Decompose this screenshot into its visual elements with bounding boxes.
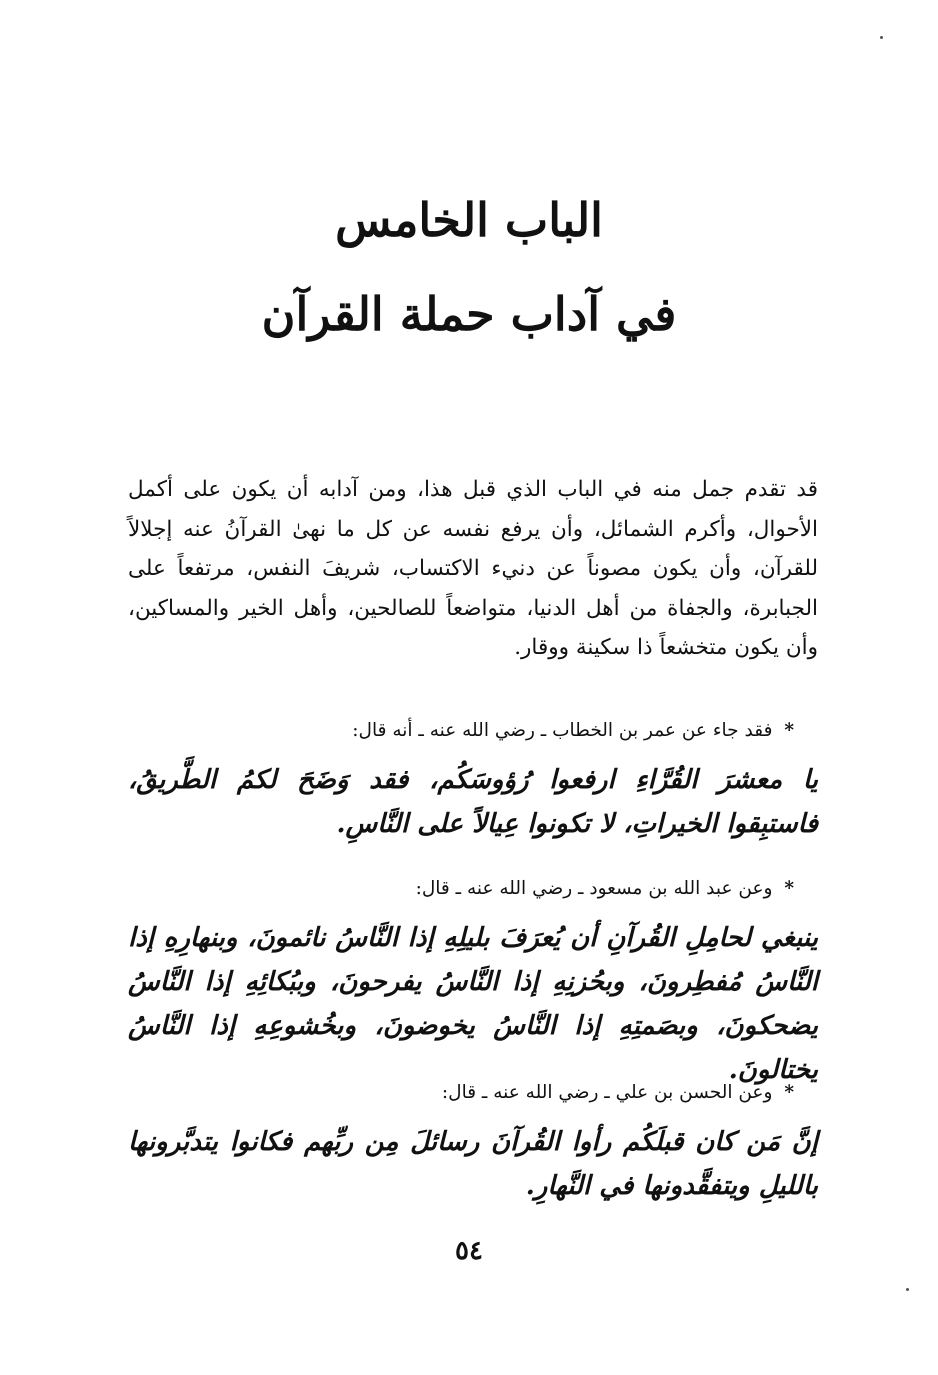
narration-ibn-masud: [128, 876, 818, 1092]
narration-intro-text: وعن الحسن بن علي ـ رضي الله عنه ـ قال:: [441, 1082, 773, 1103]
intro-paragraph: قد تقدم جمل منه في الباب الذي قبل هذا، ومن آدابه أن يكون على أكمل الأحوال، وأكرم الشمائل، وأن يرفع نفسه عن كل ما نهىٰ القرآنُ عنه إجلالاً للقرآن، وأن يكون مصوناً عن دنيء الاكتساب، شريفَ النفس، مرتفعاً على الجبابرة، والجفاة من أهل الدنيا، متواضعاً للصالحين، وأهل الخير والمساكين، وأن يكون متخشعاً ذا سكينة ووقار.: [128, 477, 818, 660]
asterisk-icon: *: [784, 720, 794, 741]
narration-intro-text: فقد جاء عن عمر بن الخطاب ـ رضي الله عنه ـ أنه قال:: [352, 720, 773, 741]
narration-intro-text: وعن عبد الله بن مسعود ـ رضي الله عنه ـ قال:: [415, 878, 773, 899]
asterisk-icon: *: [784, 1082, 794, 1103]
narration-quote: إنَّ مَن كان قبلَكُم رأوا القُرآنَ رسائلَ مِن ربِّهم فكانوا يتدبَّرونها بالليلِ ويتفقَّدونها في النَّهارِ.: [128, 1127, 818, 1201]
narration-intro: [128, 876, 818, 902]
scan-speck: [880, 36, 883, 39]
narration-umar: [128, 718, 818, 846]
narration-intro: [128, 1080, 818, 1106]
chapter-title: في آداب حملة القرآن: [261, 287, 677, 341]
scan-speck: [906, 1288, 909, 1291]
page-number: ٥٤: [455, 1236, 483, 1266]
narration-intro: [128, 718, 818, 744]
narration-hasan: [128, 1080, 818, 1208]
narration-quote: ينبغي لحامِلِ القُرآنِ أن يُعرَفَ بليلِهِ إذا النَّاسُ نائمونَ، وبنهارِهِ إذا النَّاسُ مُفطِرونَ، وبحُزنِهِ إذا النَّاسُ يفرحونَ، وببُكائِهِ إذا النَّاسُ يضحكونَ، وبصَمتِهِ إذا النَّاسُ يخوضونَ، وبخُشوعِهِ إذا النَّاسُ يختالونَ.: [128, 923, 818, 1085]
chapter-number: الباب الخامس: [335, 193, 603, 247]
asterisk-icon: *: [784, 878, 794, 899]
narration-quote: يا معشرَ القُرَّاءِ ارفعوا رُؤوسَكُم، فقد وَضَحَ لكمُ الطَّريقُ، فاستبِقوا الخيراتِ، لا تكونوا عِيالاً على النَّاسِ.: [128, 765, 818, 839]
